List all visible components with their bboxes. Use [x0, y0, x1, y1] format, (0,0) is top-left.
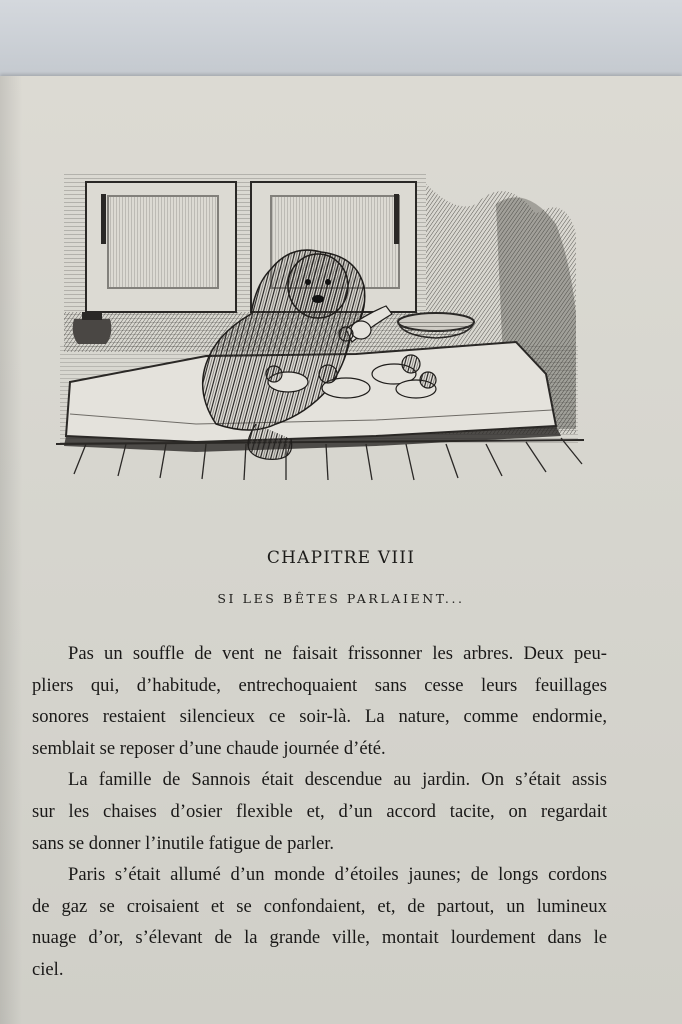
chapter-title: CHAPITRE VIII	[266, 548, 416, 568]
paragraph	[32, 859, 607, 985]
paragraph	[32, 638, 607, 764]
text-line: Pas un souffle de vent ne faisait frissonner les arbres. Deux peu-	[68, 643, 607, 664]
text-line: ciel.	[32, 958, 64, 980]
text-line: Paris s’était allumé d’un monde d’étoiles jaunes; de longs cordons	[68, 864, 607, 886]
text-line: sur les chaises d’osier flexible et, d’un accord tacite, on regardait	[32, 800, 607, 822]
text-line: La famille de Sannois était descendue au jardin. On s’était assis	[68, 769, 607, 791]
text-line: nuage d’or, s’élevant de la grande ville, montait lourdement dans le	[32, 927, 607, 949]
chapter-subtitle: SI LES BÊTES PARLAIENT...	[217, 591, 465, 606]
text-line: sans se donner l’inutile fatigue de parler.	[32, 832, 335, 854]
book-page	[0, 76, 682, 1024]
chapter-body	[32, 638, 607, 986]
text-line: sonores restaient silencieux ce soir-là. La nature, comme endormie,	[32, 706, 607, 728]
paragraph	[32, 764, 607, 859]
text-line: pliers qui, d’habitude, entrechoquaient sans cesse leurs feuillages	[32, 674, 607, 696]
text-line: de gaz se croisaient et se confondaient, et, de partout, un lumineux	[32, 895, 607, 917]
text-line: semblait se reposer d’une chaude journée d’été.	[32, 737, 386, 759]
dog-with-puppies-engraving	[56, 174, 584, 504]
